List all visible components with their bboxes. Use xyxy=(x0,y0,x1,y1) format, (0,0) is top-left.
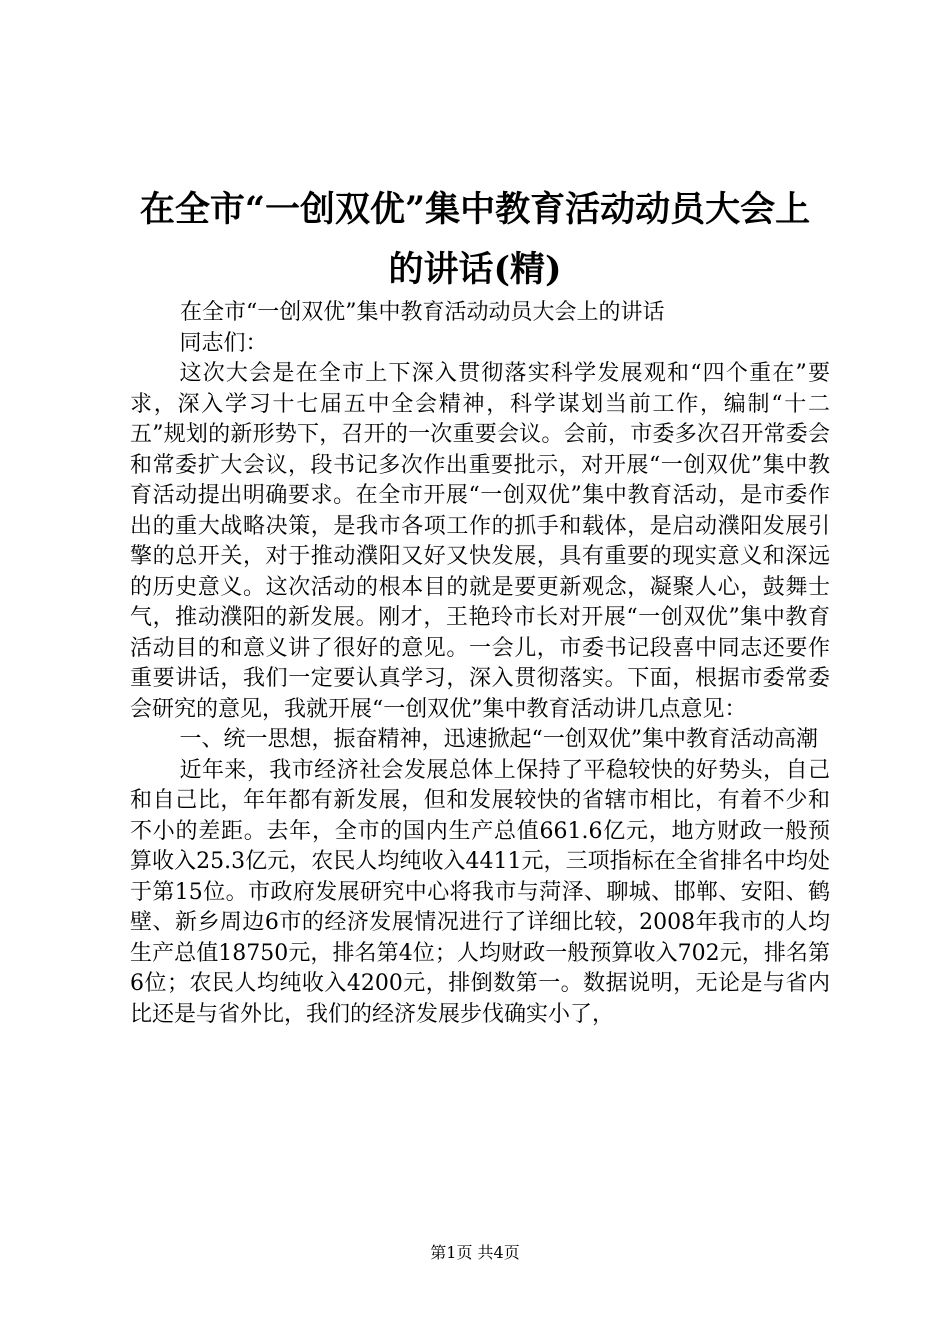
document-title xyxy=(100,180,850,300)
title-line-2: 的讲话(精) xyxy=(388,249,562,290)
title-line-1: 在全市“一创双优”集中教育活动动员大会上 xyxy=(139,189,811,230)
document-body xyxy=(130,298,830,1030)
paragraph-economy: 近年来，我市经济社会发展总体上保持了平稳较快的好势头，自己和自己比，年年都有新发展，但和发展较快的省辖市相比，有着不少和不小的差距。去年，全市的国内生产总值661.6亿元，地方财政一般预算收入25.3亿元，农民人均纯收入4411元，三项指标在全省排名中均处于第15位。市政府发展研究中心将我市与菏泽、聊城、邯郸、安阳、鹤壁、新乡周边6市的经济发展情况进行了详细比较，2008年我市的人均生产总值18750元，排名第4位；人均财政一般预算收入702元，排名第6位；农民人均纯收入4200元，排倒数第一。数据说明，无论是与省内比还是与省外比，我们的经济发展步伐确实小了， xyxy=(130,757,830,1027)
salutation: 同志们： xyxy=(179,330,268,356)
paragraph-intro: 这次大会是在全市上下深入贯彻落实科学发展观和“四个重在”要求，深入学习十七届五中全会精神，科学谋划当前工作，编制“十二五”规划的新形势下，召开的一次重要会议。会前，市委多次召开常委会和常委扩大会议，段书记多次作出重要批示，对开展“一创双优”集中教育活动提出明确要求。在全市开展“一创双优”集中教育活动，是市委作出的重大战略决策，是我市各项工作的抓手和载体，是启动濮阳发展引擎的总开关，对于推动濮阳又好又快发展，具有重要的现实意义和深远的历史意义。这次活动的根本目的就是要更新观念，凝聚人心，鼓舞士气，推动濮阳的新发展。刚才，王艳玲市长对开展“一创双优”集中教育活动目的和意义讲了很好的意见。一会儿，市委书记段喜中同志还要作重要讲话，我们一定要认真学习，深入贯彻落实。下面，根据市委常委会研究的意见，我就开展“一创双优”集中教育活动讲几点意见： xyxy=(130,361,830,722)
page-footer: 第1页 共4页 xyxy=(430,1243,520,1262)
speech-subtitle: 在全市“一创双优”集中教育活动动员大会上的讲话 xyxy=(180,300,665,325)
section-heading-1: 一、统一思想，振奋精神，迅速掀起“一创双优”集中教育活动高潮 xyxy=(179,727,818,752)
